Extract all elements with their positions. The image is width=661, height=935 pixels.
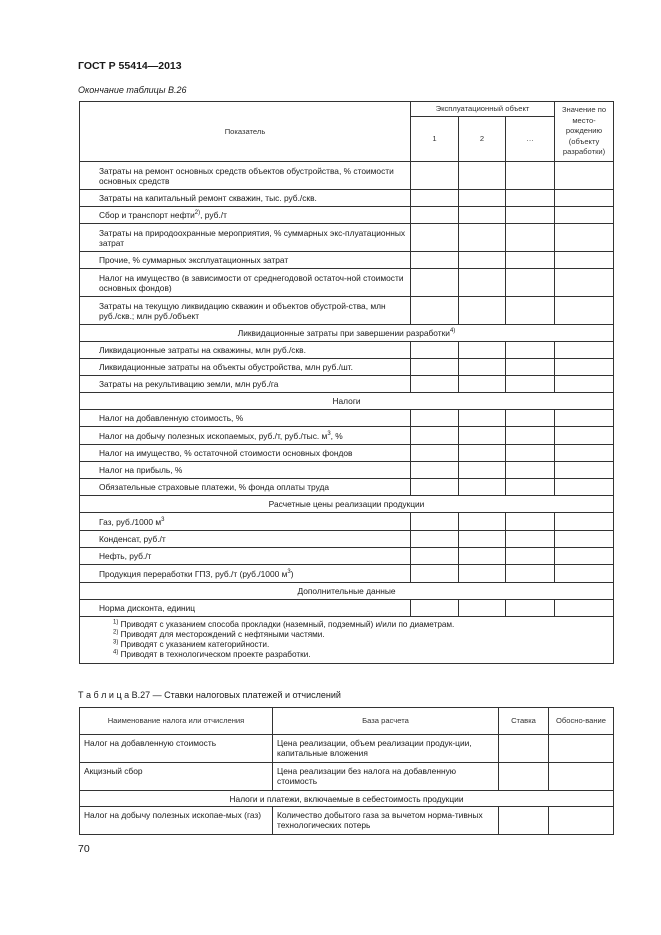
document-header: ГОСТ Р 55414—2013 — [78, 60, 182, 72]
row-label: Затраты на рекультивацию земли, млн руб./га — [80, 376, 411, 393]
section-header: Ликвидационные затраты при завершении разработки$^{4)}$ — [80, 325, 614, 342]
section-header: Расчетные цены реализации продукции — [80, 496, 614, 513]
section-header: Налоги и платежи, включаемые в себестоимость продукции — [80, 791, 614, 807]
col-header-justification: Обосно-вание — [549, 708, 614, 735]
table-continuation-caption: Окончание таблицы В.26 — [78, 85, 187, 95]
table-b27 — [79, 707, 614, 835]
section-header: Дополнительные данные — [80, 583, 614, 600]
tax-name: Налог на добавленную стоимость — [80, 735, 273, 763]
row-label: Затраты на текущую ликвидацию скважин и объектов обустрой-ства, млн руб./скв.; млн руб./объект — [80, 297, 411, 325]
col-header-indicator: Показатель — [80, 102, 411, 162]
page-number: 70 — [78, 843, 90, 855]
section-header: Налоги — [80, 393, 614, 410]
row-label: Продукция переработки ГПЗ, руб./т (руб./1000 $м^3$) — [80, 565, 411, 583]
tax-base: Количество добытого газа за вычетом норма-тивных технологических потерь — [273, 807, 499, 835]
footnote: $^{3)}$ Приводят с указанием категорийности. — [113, 639, 270, 649]
row-label: Затраты на капитальный ремонт скважин, тыс. руб./скв. — [80, 190, 411, 207]
col-header-1: 1 — [411, 117, 459, 162]
table-b26 — [79, 101, 614, 664]
row-label: Налог на имущество (в зависимости от среднегодовой остаточ-ной стоимости основных фондов) — [80, 269, 411, 297]
tax-name: Акцизный сбор — [80, 763, 273, 791]
tax-name: Налог на добычу полезных ископае-мых (газ) — [80, 807, 273, 835]
col-header-2: 2 — [459, 117, 506, 162]
row-label: Конденсат, руб./т — [80, 531, 411, 548]
row-label: Сбор и транспорт нефти$^{2)}$, руб./т — [80, 207, 411, 224]
row-label: Прочие, % суммарных эксплуатационных затрат — [80, 252, 411, 269]
row-label: Затраты на природоохранные мероприятия, % суммарных экс-плуатационных затрат — [80, 224, 411, 252]
tax-base: Цена реализации, объем реализации продук-ции, капитальные вложения — [273, 735, 499, 763]
row-label: Затраты на ремонт основных средств объектов обустройства, % стоимости основных средств — [80, 162, 411, 190]
row-label: Газ, руб./1000 $м^3$ — [80, 513, 411, 531]
col-header-ellipsis: … — [506, 117, 555, 162]
row-label: Налог на прибыль, % — [80, 462, 411, 479]
col-header-base: База расчета — [273, 708, 499, 735]
row-label: Обязательные страховые платежи, % фонда оплаты труда — [80, 479, 411, 496]
footnote: $^{2)}$ Приводят для месторождений с нефтяными частями. — [113, 629, 325, 639]
col-header-field-value: Значение по место-рождению (объекту разработки) — [555, 102, 614, 162]
row-label: Ликвидационные затраты на объекты обустройства, млн руб./шт. — [80, 359, 411, 376]
row-label: Ликвидационные затраты на скважины, млн руб./скв. — [80, 342, 411, 359]
footnote: $^{1)}$ Приводят с указанием способа прокладки (наземный, подземный) и/или по диаметрам. — [113, 619, 455, 629]
row-label: Нефть, руб./т — [80, 548, 411, 565]
footnotes — [80, 617, 614, 664]
footnote: $^{4)}$ Приводят в технологическом проекте разработки. — [113, 649, 311, 659]
col-header-tax-name: Наименование налога или отчисления — [80, 708, 273, 735]
row-label: Налог на добычу полезных ископаемых, руб./т, руб./тыс. $м^3$, % — [80, 427, 411, 445]
tax-base: Цена реализации без налога на добавленную стоимость — [273, 763, 499, 791]
col-header-rate: Ставка — [499, 708, 549, 735]
row-label: Налог на имущество, % остаточной стоимости основных фондов — [80, 445, 411, 462]
row-label: Налог на добавленную стоимость, % — [80, 410, 411, 427]
row-label: Норма дисконта, единиц — [80, 600, 411, 617]
col-header-object-group: Эксплуатационный объект — [411, 102, 555, 117]
table-b27-caption: Т а б л и ц а В.27 — Ставки налоговых платежей и отчислений — [78, 690, 341, 700]
